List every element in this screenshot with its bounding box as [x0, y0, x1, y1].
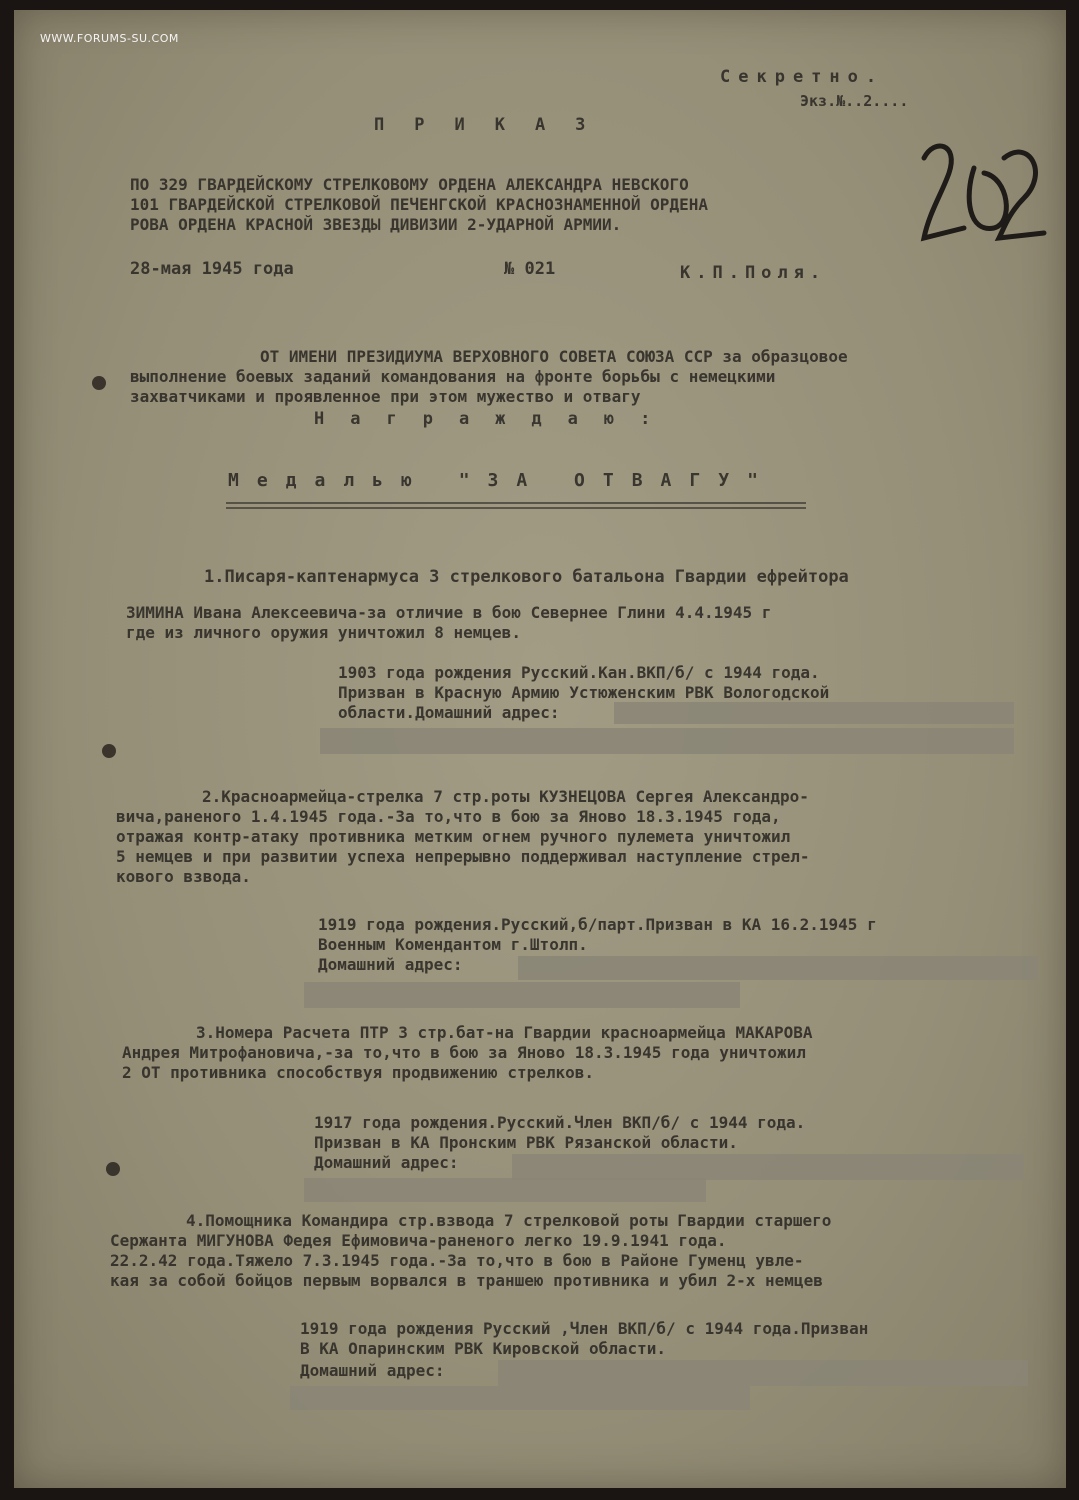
site-watermark: WWW.FORUMS-SU.COM: [40, 32, 179, 45]
entry-2-line-3: отражая контр-атаку противника метким огнем ручного пулемета уничтожил: [116, 827, 791, 846]
order-title: ПРИКАЗ: [374, 115, 616, 135]
punch-hole-top: [92, 376, 106, 390]
entry-4-bio-1: 1919 года рождения Русский ,Член ВКП/б/ с 1944 года.Призван: [300, 1319, 869, 1338]
entry-4-bio-2: В КА Опаринским РВК Кировской области.: [300, 1339, 667, 1358]
entry-2-line-1: 2.Красноармейца-стрелка 7 стр.роты КУЗНЕЦОВА Сергея Александро-: [202, 787, 809, 806]
entry-2-address-redaction: [518, 956, 1038, 980]
entry-1-address-redaction: [614, 702, 1014, 724]
entry-2-line-5: кового взвода.: [116, 867, 251, 886]
order-date: 28-мая 1945 года: [130, 259, 294, 279]
entry-2-line-2: вича,раненого 1.4.1945 года.-За то,что в бою за Яново 18.3.1945 года,: [116, 807, 781, 826]
punch-hole-middle: [102, 744, 116, 758]
secret-stamp: Секретно.: [720, 67, 885, 87]
entry-1-line-2: ЗИМИНА Ивана Алексеевича-за отличие в бою Севернее Глини 4.4.1945 г: [126, 603, 772, 622]
order-number: № 021: [504, 259, 556, 279]
copy-number: Экз.№..2....: [800, 92, 909, 110]
entry-1-line-1: 1.Писаря-каптенармуса 3 стрелкового батальона Гвардии ефрейтора: [204, 567, 849, 587]
document-sheet: [14, 10, 1066, 1488]
entry-3-line-1: 3.Номера Расчета ПТР 3 стр.бат-на Гвардии красноармейца МАКАРОВА: [196, 1023, 813, 1042]
entry-2-line-4: 5 немцев и при развитии успеха непрерывно поддерживал наступление стрел-: [116, 847, 810, 866]
entry-3-address-redaction: [512, 1154, 1024, 1180]
preamble-line-2: выполнение боевых заданий командования на фронте борьбы с немецкими: [130, 367, 776, 386]
entry-3-address-redaction-2: [304, 1178, 706, 1202]
entry-1-bio-2: Призван в Красную Армию Устюженским РВК Вологодской: [338, 683, 830, 702]
punch-hole-bottom: [106, 1162, 120, 1176]
entry-2-bio-1: 1919 года рождения.Русский,б/парт.Призван в КА 16.2.1945 г: [318, 915, 877, 934]
entry-1-bio-1: 1903 года рождения Русский.Кан.ВКП/б/ с 1944 года.: [338, 663, 820, 682]
entry-4-address-redaction: [498, 1360, 1028, 1386]
entry-2-address-redaction-2: [304, 982, 740, 1008]
entry-3-line-3: 2 ОТ противника способствуя продвижению стрелков.: [122, 1063, 595, 1082]
award-word: Награждаю:: [314, 409, 677, 429]
entry-4-bio-3: Домашний адрес:: [300, 1361, 445, 1380]
entry-2-bio-2: Военным Комендантом г.Штолп.: [318, 935, 588, 954]
entry-3-bio-3: Домашний адрес:: [314, 1153, 459, 1172]
medal-name: Медалью "ЗА ОТВАГУ": [228, 470, 776, 491]
entry-4-line-4: кая за собой бойцов первым ворвался в траншею противника и убил 2-х немцев: [110, 1271, 823, 1290]
entry-4-address-redaction-2: [290, 1386, 750, 1410]
entry-1-address-redaction-2: [320, 728, 1014, 754]
entry-1-line-3: где из личного оружия уничтожил 8 немцев.: [126, 623, 521, 642]
entry-2-bio-3: Домашний адрес:: [318, 955, 463, 974]
entry-4-line-3: 22.2.42 года.Тяжело 7.3.1945 года.-За то,что в бою в Районе Гуменц увле-: [110, 1251, 804, 1270]
entry-1-bio-3: области.Домашний адрес:: [338, 703, 560, 722]
unit-line-3: РОВА ОРДЕНА КРАСНОЙ ЗВЕЗДЫ ДИВИЗИИ 2-УДАРНОЙ АРМИИ.: [130, 215, 622, 234]
preamble-line-3: захватчиками и проявленное при этом мужество и отвагу: [130, 387, 641, 406]
entry-3-bio-1: 1917 года рождения.Русский.Член ВКП/б/ с 1944 года.: [314, 1113, 806, 1132]
unit-line-2: 101 ГВАРДЕЙСКОЙ СТРЕЛКОВОЙ ПЕЧЕНГСКОЙ КРАСНОЗНАМЕННОЙ ОРДЕНА: [130, 195, 708, 214]
entry-3-bio-2: Призван в КА Пронским РВК Рязанской области.: [314, 1133, 738, 1152]
medal-underline: [226, 502, 806, 504]
entry-3-line-2: Андрея Митрофановича,-за то,что в бою за Яново 18.3.1945 года уничтожил: [122, 1043, 806, 1062]
preamble-line-1: ОТ ИМЕНИ ПРЕЗИДИУМА ВЕРХОВНОГО СОВЕТА СОЮЗА ССР за образцовое: [260, 347, 848, 366]
entry-4-line-1: 4.Помощника Командира стр.взвода 7 стрелковой роты Гвардии старшего: [186, 1211, 832, 1230]
medal-underline-2: [226, 507, 806, 509]
order-place: К.П.Поля.: [680, 263, 827, 283]
unit-line-1: ПО 329 ГВАРДЕЙСКОМУ СТРЕЛКОВОМУ ОРДЕНА АЛЕКСАНДРА НЕВСКОГО: [130, 175, 689, 194]
handwritten-number: [904, 118, 1054, 258]
entry-4-line-2: Сержанта МИГУНОВА Федея Ефимовича-раненого легко 19.9.1941 года.: [110, 1231, 727, 1250]
